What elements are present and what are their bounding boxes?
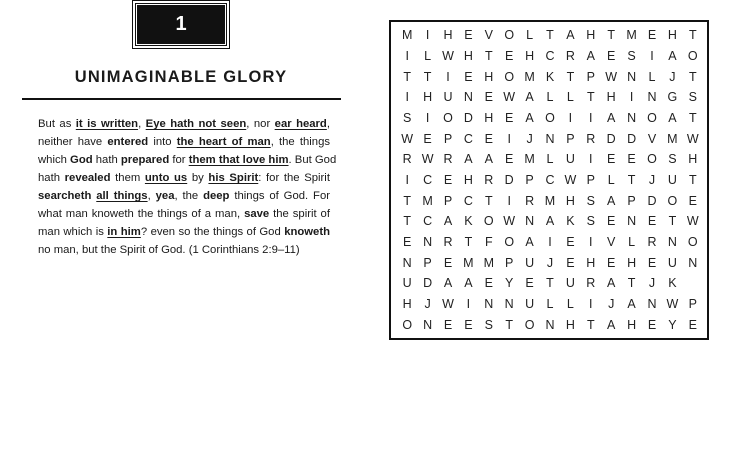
grid-letter: O [504, 69, 515, 84]
puzzle-number: 1 [175, 13, 187, 35]
grid-letter: W [686, 131, 699, 146]
grid-letter: N [423, 317, 433, 332]
grid-letter: V [607, 234, 616, 249]
grid-letter: H [627, 317, 637, 332]
grid-letter: A [586, 48, 595, 63]
grid-letter: I [405, 48, 409, 63]
grid-letter: T [627, 276, 636, 291]
hidden-word-phrase: it is written [75, 118, 139, 130]
hidden-word: deep [203, 190, 230, 202]
grid-letter [683, 273, 703, 294]
grid-letter: N [545, 131, 555, 146]
grid-letter: I [650, 48, 654, 63]
grid-letter: L [546, 90, 554, 105]
grid-letter: U [667, 172, 677, 187]
grid-letter: E [647, 28, 657, 43]
grid-letter: A [607, 193, 616, 208]
grid-letter: S [688, 90, 697, 105]
grid-letter: O [443, 110, 453, 125]
grid-letter: I [589, 296, 593, 311]
grid-letter: N [688, 255, 698, 270]
grid-letter: J [669, 69, 676, 84]
grid-letter: O [524, 317, 535, 332]
grid-letter: N [627, 214, 637, 229]
grid-letter: S [586, 193, 595, 208]
grid-letter: I [425, 28, 430, 43]
grid-letter: M [483, 255, 494, 270]
grid-letter: S [668, 152, 677, 167]
grid-letter: P [525, 172, 534, 187]
grid-letter: O [545, 110, 555, 125]
grid-letter: H [586, 28, 596, 43]
grid-letter: R [443, 234, 453, 249]
grid-letter: E [505, 152, 514, 167]
grid-letter: T [688, 69, 697, 84]
grid-letter: N [504, 296, 514, 311]
grid-letter: M [524, 152, 535, 167]
hidden-word: God [70, 154, 93, 166]
grid-letter: U [565, 276, 575, 291]
grid-letter: W [503, 90, 516, 105]
grid-letter: E [505, 110, 514, 125]
grid-letter: J [424, 296, 431, 311]
hidden-word: prepared [120, 154, 170, 166]
grid-letter: T [403, 214, 412, 229]
grid-letter: P [627, 193, 636, 208]
grid-letter: L [566, 90, 574, 105]
grid-letter: N [647, 296, 657, 311]
grid-letter: L [648, 69, 656, 84]
grid-letter: A [443, 276, 453, 291]
grid-letter: J [526, 131, 533, 146]
grid-letter: A [525, 110, 534, 125]
grid-letter: T [668, 214, 677, 229]
grid-letter: P [586, 172, 595, 187]
grid-letter: U [443, 90, 453, 105]
passage-text: them [110, 172, 145, 184]
hidden-word: knoweth [284, 226, 331, 238]
grid-letter: L [607, 172, 615, 187]
grid-letter: I [405, 90, 409, 105]
grid-letter: U [667, 255, 677, 270]
grid-letter: W [666, 296, 679, 311]
grid-letter: U [525, 296, 535, 311]
grid-letter: N [402, 255, 412, 270]
grid-letter: C [545, 172, 555, 187]
grid-letter: I [589, 152, 593, 167]
passage-text: neither have [38, 136, 108, 148]
passage-text: ? even so the things of God [140, 226, 285, 238]
grid-letter: E [607, 48, 616, 63]
grid-letter: L [566, 296, 574, 311]
passage-text: , [138, 118, 146, 130]
passage-line [38, 151, 337, 169]
grid-letter: E [464, 69, 473, 84]
grid-letter: N [667, 234, 677, 249]
grid-letter: A [464, 276, 473, 291]
grid-letter: T [546, 276, 554, 291]
grid-letter: J [648, 276, 656, 291]
grid-letter: I [425, 110, 430, 125]
passage-line [38, 187, 330, 205]
grid-letter: E [647, 255, 657, 270]
passage-text: into [148, 136, 177, 148]
grid-letter: E [566, 255, 575, 270]
grid-letter: N [484, 296, 494, 311]
hidden-word-phrase: Eye hath not seen [145, 118, 247, 130]
passage-text: . But God [288, 154, 337, 166]
grid-letter: A [607, 110, 616, 125]
grid-letter: U [402, 276, 412, 291]
grid-letter: A [525, 90, 534, 105]
grid-letter: K [668, 276, 677, 291]
grid-letter: E [566, 234, 575, 249]
grid-letter: E [647, 317, 657, 332]
grid-letter: A [566, 28, 575, 43]
grid-letter: P [443, 193, 453, 208]
hidden-word-phrase: all things [96, 190, 148, 202]
grid-letter: S [627, 48, 636, 63]
grid-letter: D [504, 172, 514, 187]
passage-line [38, 115, 330, 133]
grid-letter: M [544, 193, 556, 208]
grid-letter: W [442, 48, 454, 63]
title-divider [22, 98, 341, 100]
grid-letter: T [546, 28, 554, 43]
grid-letter: E [525, 276, 534, 291]
grid-letter: A [545, 214, 555, 229]
grid-letter: E [607, 152, 616, 167]
grid-letter: T [505, 317, 513, 332]
grid-letter: J [608, 296, 615, 311]
grid-letter: O [504, 28, 515, 43]
grid-letter: H [484, 69, 494, 84]
passage-text: hath [38, 172, 65, 184]
grid-letter: I [405, 172, 409, 187]
grid-letter: E [443, 172, 453, 187]
grid-letter: E [484, 131, 493, 146]
grid-letter: W [401, 131, 414, 146]
grid-letter: K [464, 214, 473, 229]
grid-letter: D [647, 193, 657, 208]
grid-letter: C [423, 214, 433, 229]
grid-letter: R [565, 48, 575, 63]
puzzle-number-badge [132, 0, 230, 49]
grid-letter: I [629, 90, 634, 105]
hidden-word-phrase: the heart of man [176, 136, 271, 148]
grid-letter: P [566, 131, 575, 146]
hidden-word: searcheth [38, 190, 92, 202]
puzzle-title: UNIMAGINABLE GLORY [74, 68, 288, 86]
grid-letter: E [505, 48, 514, 63]
grid-letter: T [403, 193, 412, 208]
grid-letter: K [545, 69, 555, 84]
grid-letter: H [443, 28, 453, 43]
grid-letter: L [526, 28, 534, 43]
grid-letter: E [627, 152, 636, 167]
grid-letter: E [688, 193, 697, 208]
grid-letter: R [586, 131, 596, 146]
grid-letter: I [466, 296, 471, 311]
grid-letter: S [403, 110, 412, 125]
grid-letter: E [484, 276, 493, 291]
grid-letter: C [423, 172, 433, 187]
grid-letter: N [627, 110, 637, 125]
grid-letter: G [667, 90, 678, 105]
grid-letter: U [525, 255, 535, 270]
grid-letter: D [423, 276, 433, 291]
grid-letter: E [607, 214, 616, 229]
grid-letter: T [688, 172, 697, 187]
grid-letter: E [464, 317, 473, 332]
grid-letter: H [525, 48, 535, 63]
grid-letter: C [545, 48, 555, 63]
grid-letter: W [421, 152, 434, 167]
grid-letter: P [688, 296, 697, 311]
grid-letter: J [546, 255, 554, 270]
grid-letter: I [507, 193, 511, 208]
grid-letter: N [647, 90, 657, 105]
grid-letter: P [505, 255, 514, 270]
grid-letter: H [606, 90, 616, 105]
grid-letter: T [586, 317, 595, 332]
grid-letter: A [607, 317, 616, 332]
grid-letter: N [525, 214, 535, 229]
grid-letter: D [627, 131, 637, 146]
passage-text: by [187, 172, 209, 184]
grid-letter: L [628, 234, 636, 249]
grid-letter: M [463, 255, 474, 270]
grid-letter: L [546, 152, 554, 167]
grid-letter: O [647, 152, 657, 167]
grid-letter: P [586, 69, 595, 84]
grid-letter: H [423, 90, 433, 105]
grid-letter: N [545, 317, 555, 332]
grid-letter: F [484, 234, 493, 249]
grid-letter: I [446, 69, 450, 84]
grid-letter: V [647, 131, 657, 146]
grid-letter: C [463, 193, 473, 208]
grid-letter: L [424, 48, 432, 63]
grid-letter: V [484, 28, 493, 43]
grid-letter: M [524, 69, 535, 84]
grid-letter: R [402, 152, 412, 167]
grid-letter: E [423, 131, 432, 146]
hidden-word: save [244, 208, 270, 220]
grid-letter: T [688, 28, 697, 43]
grid-letter: I [568, 110, 573, 125]
grid-letter: L [546, 296, 554, 311]
word-search-grid [389, 20, 709, 340]
grid-letter: S [484, 317, 493, 332]
passage-text: : for the Spirit [258, 172, 330, 184]
grid-letter: S [586, 214, 595, 229]
grid-letter: M [667, 131, 678, 146]
grid-letter: O [667, 193, 678, 208]
grid-letter: K [566, 214, 575, 229]
grid-letter: E [647, 214, 657, 229]
passage-line [38, 223, 330, 241]
grid-letter: W [442, 296, 454, 311]
grid-letter: H [402, 296, 412, 311]
passage-text: no man, but the Spirit of God. (1 Corinthians 2:9–11) [38, 244, 300, 256]
grid-letter: I [507, 131, 511, 146]
grid-letter: M [401, 28, 413, 43]
grid-letter: A [484, 152, 493, 167]
grid-letter: H [667, 28, 677, 43]
grid-letter: P [423, 255, 432, 270]
grid-letter: H [565, 193, 575, 208]
grid-letter: N [423, 234, 433, 249]
passage-text: But as [38, 118, 76, 130]
grid-letter: T [566, 69, 575, 84]
grid-letter: R [647, 234, 657, 249]
passage-text: for [169, 154, 189, 166]
grid-letter: H [586, 255, 596, 270]
hidden-word-phrase: them that love him [188, 154, 289, 166]
passage-text: , the things [270, 136, 330, 148]
grid-letter: O [504, 234, 515, 249]
grid-letter: Y [668, 317, 677, 332]
grid-letter: T [627, 172, 636, 187]
passage-text: , [326, 118, 330, 130]
grid-letter: M [626, 28, 637, 43]
grid-letter: O [402, 317, 413, 332]
grid-letter: I [589, 234, 593, 249]
grid-letter: W [503, 214, 516, 229]
grid-letter: T [423, 69, 432, 84]
grid-letter: E [443, 317, 453, 332]
grid-letter: M [422, 193, 433, 208]
passage-line [38, 205, 330, 223]
scripture-passage [38, 115, 337, 259]
grid-letter: D [606, 131, 616, 146]
grid-letter: T [484, 193, 493, 208]
grid-letter: W [564, 172, 577, 187]
hidden-word: revealed [64, 172, 111, 184]
passage-line [38, 241, 330, 259]
hidden-word: entered [107, 136, 149, 148]
grid-letter: R [484, 172, 494, 187]
hidden-word: yea [155, 190, 175, 202]
grid-letter: H [565, 317, 575, 332]
grid-letter: U [565, 152, 575, 167]
grid-letter: O [687, 48, 698, 63]
grid-letter: A [627, 296, 636, 311]
grid-letter: P [443, 131, 453, 146]
passage-text: man which is [38, 226, 108, 238]
grid-letter: T [403, 69, 412, 84]
hidden-word-phrase: in him [107, 226, 141, 238]
grid-letter: T [464, 234, 473, 249]
hidden-word-phrase: ear heard [274, 118, 327, 130]
passage-text: , the [174, 190, 204, 202]
passage-text: things of God. For [229, 190, 330, 202]
hidden-word-phrase: unto us [144, 172, 188, 184]
grid-letter: O [647, 110, 657, 125]
grid-letter: A [443, 214, 453, 229]
grid-letter: R [525, 193, 535, 208]
grid-letter: E [688, 317, 697, 332]
grid-letter: H [463, 48, 473, 63]
grid-letter: Y [505, 276, 514, 291]
grid-letter: E [484, 90, 493, 105]
passage-line [38, 169, 330, 187]
grid-letter: T [586, 90, 595, 105]
grid-letter: E [464, 28, 473, 43]
grid-letter: T [607, 28, 615, 43]
passage-text: which [38, 154, 71, 166]
grid-letter: D [463, 110, 473, 125]
grid-letter: T [688, 110, 697, 125]
passage-text: what man knoweth the things of a man, [38, 208, 245, 220]
passage-line [38, 133, 330, 151]
passage-text: hath [92, 154, 121, 166]
grid-letter: W [686, 214, 699, 229]
grid-letter: W [605, 69, 618, 84]
grid-letter: I [548, 234, 552, 249]
grid-letter: N [463, 90, 473, 105]
grid-letter: T [484, 48, 493, 63]
grid-letter: O [687, 234, 698, 249]
grid-letter: A [668, 48, 677, 63]
grid-letter: A [525, 234, 534, 249]
grid-letter: C [463, 131, 473, 146]
passage-text: , nor [246, 118, 275, 130]
grid-letter: H [484, 110, 494, 125]
grid-letter: J [648, 172, 656, 187]
hidden-word-phrase: his Spirit [208, 172, 259, 184]
grid-letter: A [464, 152, 473, 167]
grid-letter: A [668, 110, 677, 125]
grid-letter: H [688, 152, 698, 167]
grid-letter: R [443, 152, 453, 167]
grid-letter: N [627, 69, 637, 84]
grid-letter: E [443, 255, 453, 270]
grid-letter: E [607, 255, 616, 270]
grid-letter: I [589, 110, 593, 125]
grid-letter: E [403, 234, 412, 249]
passage-text: the spirit of [269, 208, 330, 220]
passage-text: , [147, 190, 156, 202]
grid-letter: O [483, 214, 494, 229]
grid-letter: A [607, 276, 616, 291]
grid-letter: R [586, 276, 596, 291]
grid-letter: H [463, 172, 473, 187]
grid-letter: H [627, 255, 637, 270]
